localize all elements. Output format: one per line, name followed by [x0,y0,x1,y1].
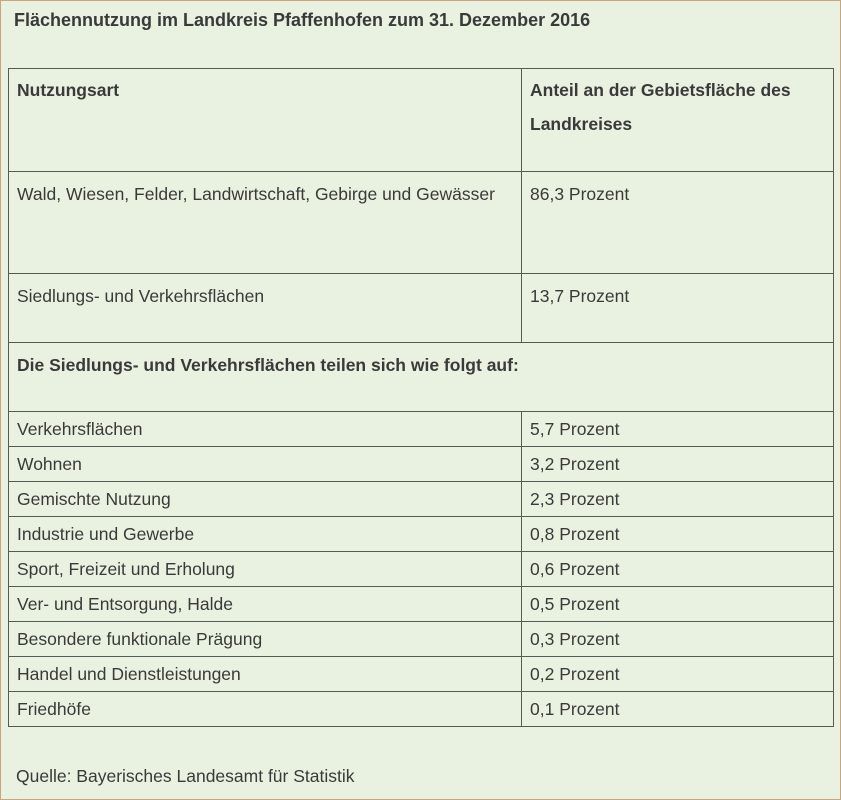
usage-type-cell: Sport, Freizeit und Erholung [9,552,522,587]
share-cell: 13,7 Prozent [522,274,834,343]
table-row [9,587,834,622]
share-cell: 0,8 Prozent [522,517,834,552]
table-header-row [9,69,834,172]
usage-type-cell: Gemischte Nutzung [9,482,522,517]
table-row [9,552,834,587]
table-row [9,412,834,447]
share-cell: 0,5 Prozent [522,587,834,622]
table-row [9,622,834,657]
share-cell: 0,3 Prozent [522,622,834,657]
table-row [9,657,834,692]
page-title: Flächennutzung im Landkreis Pfaffenhofen zum 31. Dezember 2016 [14,10,591,30]
table-row [9,517,834,552]
table-row [9,172,834,274]
share-cell: 0,6 Prozent [522,552,834,587]
usage-type-cell: Ver- und Entsorgung, Halde [9,587,522,622]
usage-type-cell: Besondere funktionale Prägung [9,622,522,657]
usage-type-cell: Verkehrsflächen [9,412,522,447]
table-row [9,692,834,727]
header-area-share: Anteil an der Gebietsfläche des Landkreises [522,69,834,172]
land-use-table [8,68,834,727]
usage-type-cell: Industrie und Gewerbe [9,517,522,552]
header-usage-type: Nutzungsart [9,69,522,172]
share-cell: 86,3 Prozent [522,172,834,274]
subheading-cell: Die Siedlungs- und Verkehrsflächen teilen sich wie folgt auf: [9,343,834,412]
table-row [9,482,834,517]
table-row [9,274,834,343]
usage-type-cell: Siedlungs- und Verkehrsflächen [9,274,522,343]
share-cell: 0,2 Prozent [522,657,834,692]
source-note: Quelle: Bayerisches Landesamt für Statistik [16,766,355,786]
table-row [9,447,834,482]
usage-type-cell: Wald, Wiesen, Felder, Landwirtschaft, Gebirge und Gewässer [9,172,522,274]
usage-type-cell: Wohnen [9,447,522,482]
share-cell: 2,3 Prozent [522,482,834,517]
usage-type-cell: Handel und Dienstleistungen [9,657,522,692]
usage-type-cell: Friedhöfe [9,692,522,727]
share-cell: 3,2 Prozent [522,447,834,482]
share-cell: 0,1 Prozent [522,692,834,727]
subheading-row [9,343,834,412]
share-cell: 5,7 Prozent [522,412,834,447]
